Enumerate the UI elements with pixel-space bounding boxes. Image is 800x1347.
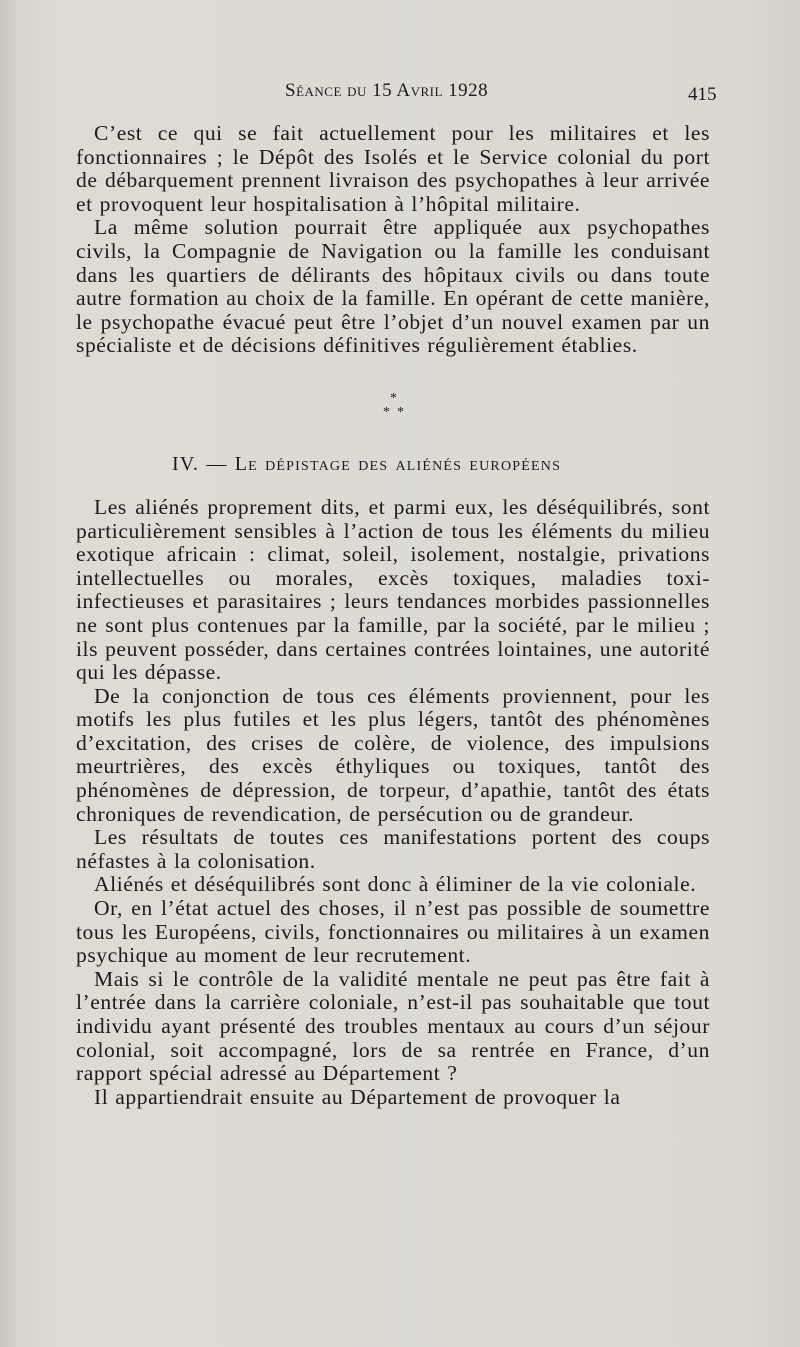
- paragraph: Mais si le contrôle de la validité mentale ne peut pas être fait à l’entrée dans la carrière coloniale, n’est-il pas souhaitable que tout individu ayant présenté des troubles mentaux au cours d’un séjour colonial, soit accompagné, lors de sa rentrée en France, d’un rapport spécial adressé au Département ?: [76, 966, 710, 1086]
- paragraph: De la conjonction de tous ces éléments proviennent, pour les motifs les plus futiles et les plus légers, tantôt des phénomènes d’excitation, des crises de colère, de violence, des impulsions meurtrières, des excès éthyliques ou toxiques, tantôt des phénomènes de dépression, de torpeur, d’apathie, tantôt des états chroniques de revendication, de persécution ou de grandeur.: [76, 683, 710, 826]
- body-text: [76, 122, 710, 1109]
- page-number: 415: [688, 84, 717, 105]
- running-head: [0, 80, 800, 110]
- running-title: Séance du 15 Avril 1928: [285, 80, 489, 101]
- paragraph: Aliénés et déséquilibrés sont donc à éliminer de la vie coloniale.: [94, 872, 697, 897]
- section-heading: IV. — Le dépistage des aliénés européens: [172, 452, 562, 475]
- paragraph: Il appartiendrait ensuite au Département de provoquer la: [94, 1084, 621, 1109]
- asterism-star: *: [390, 390, 398, 406]
- paragraph: C’est ce qui se fait actuellement pour les militaires et les fonctionnaires ; le Dépôt des Isolés et le Service colonial du port de débarquement prennent livraison des psychopathes à leur arrivée et provoquent leur hospitalisation à l’hôpital militaire.: [76, 121, 710, 216]
- asterism-separator: [76, 380, 710, 430]
- paragraph: Les résultats de toutes ces manifestations portent des coups néfastes à la colonisation.: [76, 825, 710, 873]
- asterism-star: *: [397, 404, 405, 420]
- asterism-star: *: [383, 404, 391, 420]
- paragraph: Or, en l’état actuel des choses, il n’est pas possible de soumettre tous les Européens, civils, fonctionnaires ou militaires à un examen psychique au moment de leur recrutement.: [76, 896, 710, 968]
- paragraph: Les aliénés proprement dits, et parmi eux, les déséquilibrés, sont particulièrement sensibles à l’action de tous les éléments du milieu exotique africain : climat, soleil, isolement, nostalgie, privations intellectuelles ou morales, excès toxiques, maladies toxi-infectieuses et parasitaires ; leurs tendances morbides passionnelles ne sont plus contenues par la famille, par la société, par le milieu ; ils peuvent posséder, dans certaines contrées lointaines, une autorité qui les dépasse.: [76, 494, 710, 685]
- paragraph: La même solution pourrait être appliquée aux psychopathes civils, la Compagnie de Navigation ou la famille les conduisant dans les quartiers de délirants des hôpitaux civils ou dans toute autre formation au choix de la famille. En opérant de cette manière, le psychopathe évacué peut être l’objet d’un nouvel examen par un spécialiste et de décisions définitives régulièrement établies.: [76, 215, 710, 358]
